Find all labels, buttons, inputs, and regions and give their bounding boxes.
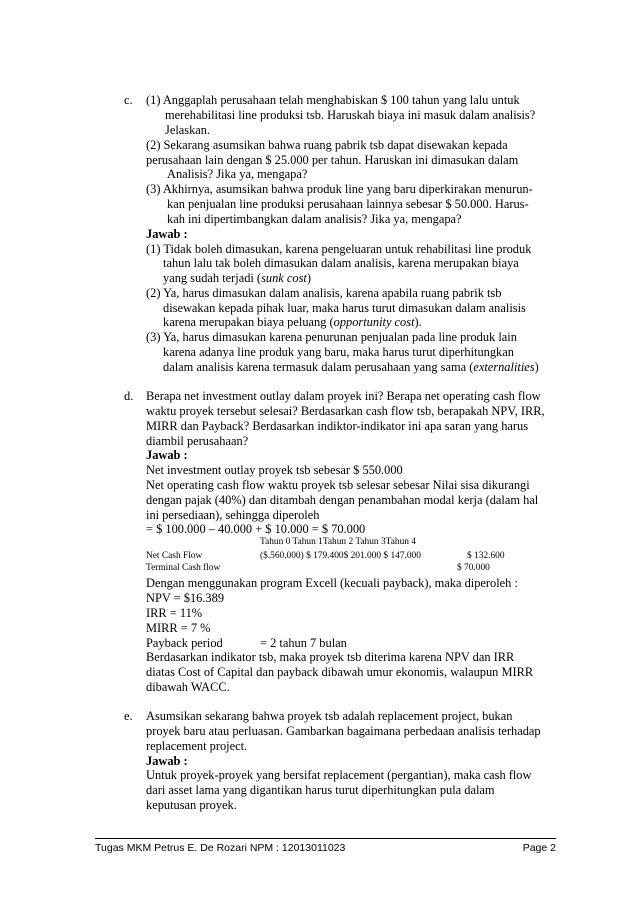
question-line: diambil perusahaan? bbox=[146, 434, 249, 448]
question-line: perusahaan lain dengan $ 25.000 per tahun. Haruskan ini dimasukan dalam bbox=[146, 153, 519, 167]
question-line: Asumsikan sekarang bahwa proyek tsb adalah replacement project, bukan bbox=[146, 709, 513, 723]
answer-heading: Jawab : bbox=[146, 227, 188, 241]
answer-line: tahun lalu tak boleh dimasukan dalam analisis, karena merupakan biaya bbox=[163, 256, 519, 270]
question-line: replacement project. bbox=[146, 739, 248, 753]
answer-line: Dengan menggunakan program Excell (kecuali payback), maka diperoleh : bbox=[146, 576, 518, 590]
table-row-value: $ 132.600 bbox=[467, 551, 505, 561]
answer-line: keputusan proyek. bbox=[146, 798, 237, 812]
question-line: (3) Akhirnya, asumsikan bahwa produk line yang baru diperkirakan menurun- bbox=[146, 182, 533, 196]
answer-line: disewakan kepada pihak luar, maka harus turut dimasukan dalam analisis bbox=[163, 301, 526, 315]
metric-payback-value: = 2 tahun 7 bulan bbox=[260, 636, 347, 650]
metric-irr: IRR = 11% bbox=[146, 606, 203, 620]
answer-line: karena merupakan biaya peluang (opportunity cost). bbox=[163, 315, 422, 329]
question-line: waktu proyek tersebut selesai? Berdasarkan cash flow tsb, berapakah NPV, IRR, bbox=[146, 404, 545, 418]
table-header: Tahun 0 Tahun 1Tahun 2 Tahun 3Tahun 4 bbox=[260, 537, 416, 547]
answer-line: (1) Tidak boleh dimasukan, karena pengeluaran untuk rehabilitasi line produk bbox=[146, 242, 532, 256]
answer-line: Net investment outlay proyek tsb sebesar $ 550.000 bbox=[146, 463, 403, 477]
metric-payback-label: Payback period bbox=[146, 636, 223, 650]
answer-heading: Jawab : bbox=[146, 754, 188, 768]
question-line: (1) Anggaplah perusahaan telah menghabiskan $ 100 tahun yang lalu untuk bbox=[146, 93, 520, 107]
question-line: kan penjualan line produksi perusahaan lainnya sebesar $ 50.000. Harus- bbox=[167, 197, 529, 211]
question-line: Berapa net investment outlay dalam proyek ini? Berapa net operating cash flow bbox=[146, 389, 541, 403]
conclusion-line: diatas Cost of Capital dan payback dibawah umur ekonomis, walaupun MIRR bbox=[146, 665, 534, 679]
answer-line: (2) Ya, harus dimasukan dalam analisis, karena apabila ruang pabrik tsb bbox=[146, 286, 502, 300]
answer-heading: Jawab : bbox=[146, 448, 188, 462]
answer-line: (3) Ya, harus dimasukan karena penurunan penjualan pada line produk lain bbox=[146, 330, 517, 344]
question-line: Jelaskan. bbox=[165, 123, 211, 137]
table-row-values: ($.560.000) $ 179.400$ 201.000 $ 147.000 bbox=[260, 551, 421, 561]
answer-line: ini persediaan), sehingga diperoleh bbox=[146, 508, 320, 522]
answer-line: = $ 100.000 – 40.000 + $ 10.000 = $ 70.000 bbox=[146, 522, 366, 536]
conclusion-line: dibawah WACC. bbox=[146, 680, 230, 694]
answer-line: karena adanya line produk yang baru, maka harus turut diperhitungkan bbox=[163, 345, 514, 359]
question-line: Analisis? Jika ya, mengapa? bbox=[167, 167, 308, 181]
answer-line: dari asset lama yang digantikan harus turut diperhitungkan pula dalam bbox=[146, 783, 495, 797]
question-line: (2) Sekarang asumsikan bahwa ruang pabrik tsb dapat disewakan kepada bbox=[146, 138, 508, 152]
table-row-label: Terminal Cash flow bbox=[146, 563, 221, 573]
answer-line: yang sudah terjadi (sunk cost) bbox=[163, 271, 311, 285]
page-footer bbox=[95, 838, 556, 854]
table-row-label: Net Cash Flow bbox=[146, 551, 203, 561]
item-label-e: e. bbox=[124, 709, 133, 723]
question-line: merehabilitasi line produksi tsb. Haruskah biaya ini masuk dalam analisis? bbox=[165, 108, 536, 122]
question-line: kah ini dipertimbangkan dalam analisis? Jika ya, mengapa? bbox=[167, 212, 462, 226]
conclusion-line: Berdasarkan indikator tsb, maka proyek tsb diterima karena NPV dan IRR bbox=[146, 650, 515, 664]
answer-line: dengan pajak (40%) dan ditambah dengan penambahan modal kerja (dalam hal bbox=[146, 493, 539, 507]
question-line: proyek baru atau perluasan. Gambarkan bagaimana perbedaan analisis terhadap bbox=[146, 724, 541, 738]
metric-npv: NPV = $16.389 bbox=[146, 591, 225, 605]
footer-title: Tugas MKM Petrus E. De Rozari NPM : 12013011023 bbox=[95, 842, 346, 854]
item-label-c: c. bbox=[124, 93, 133, 107]
answer-line: Net operating cash flow waktu proyek tsb selesar sebesar Nilai sisa dikurangi bbox=[146, 478, 530, 492]
answer-line: Untuk proyek-proyek yang bersifat replacement (pergantian), maka cash flow bbox=[146, 768, 532, 782]
table-row-value: $ 70.000 bbox=[457, 563, 490, 573]
item-label-d: d. bbox=[124, 389, 134, 403]
page-number: Page 2 bbox=[522, 842, 556, 854]
metric-mirr: MIRR = 7 % bbox=[146, 621, 211, 635]
question-line: MIRR dan Payback? Berdasarkan indiktor-indikator ini apa saran yang harus bbox=[146, 419, 529, 433]
answer-line: dalam analisis karena termasuk dalam perusahaan yang sama (externalities) bbox=[163, 360, 539, 374]
